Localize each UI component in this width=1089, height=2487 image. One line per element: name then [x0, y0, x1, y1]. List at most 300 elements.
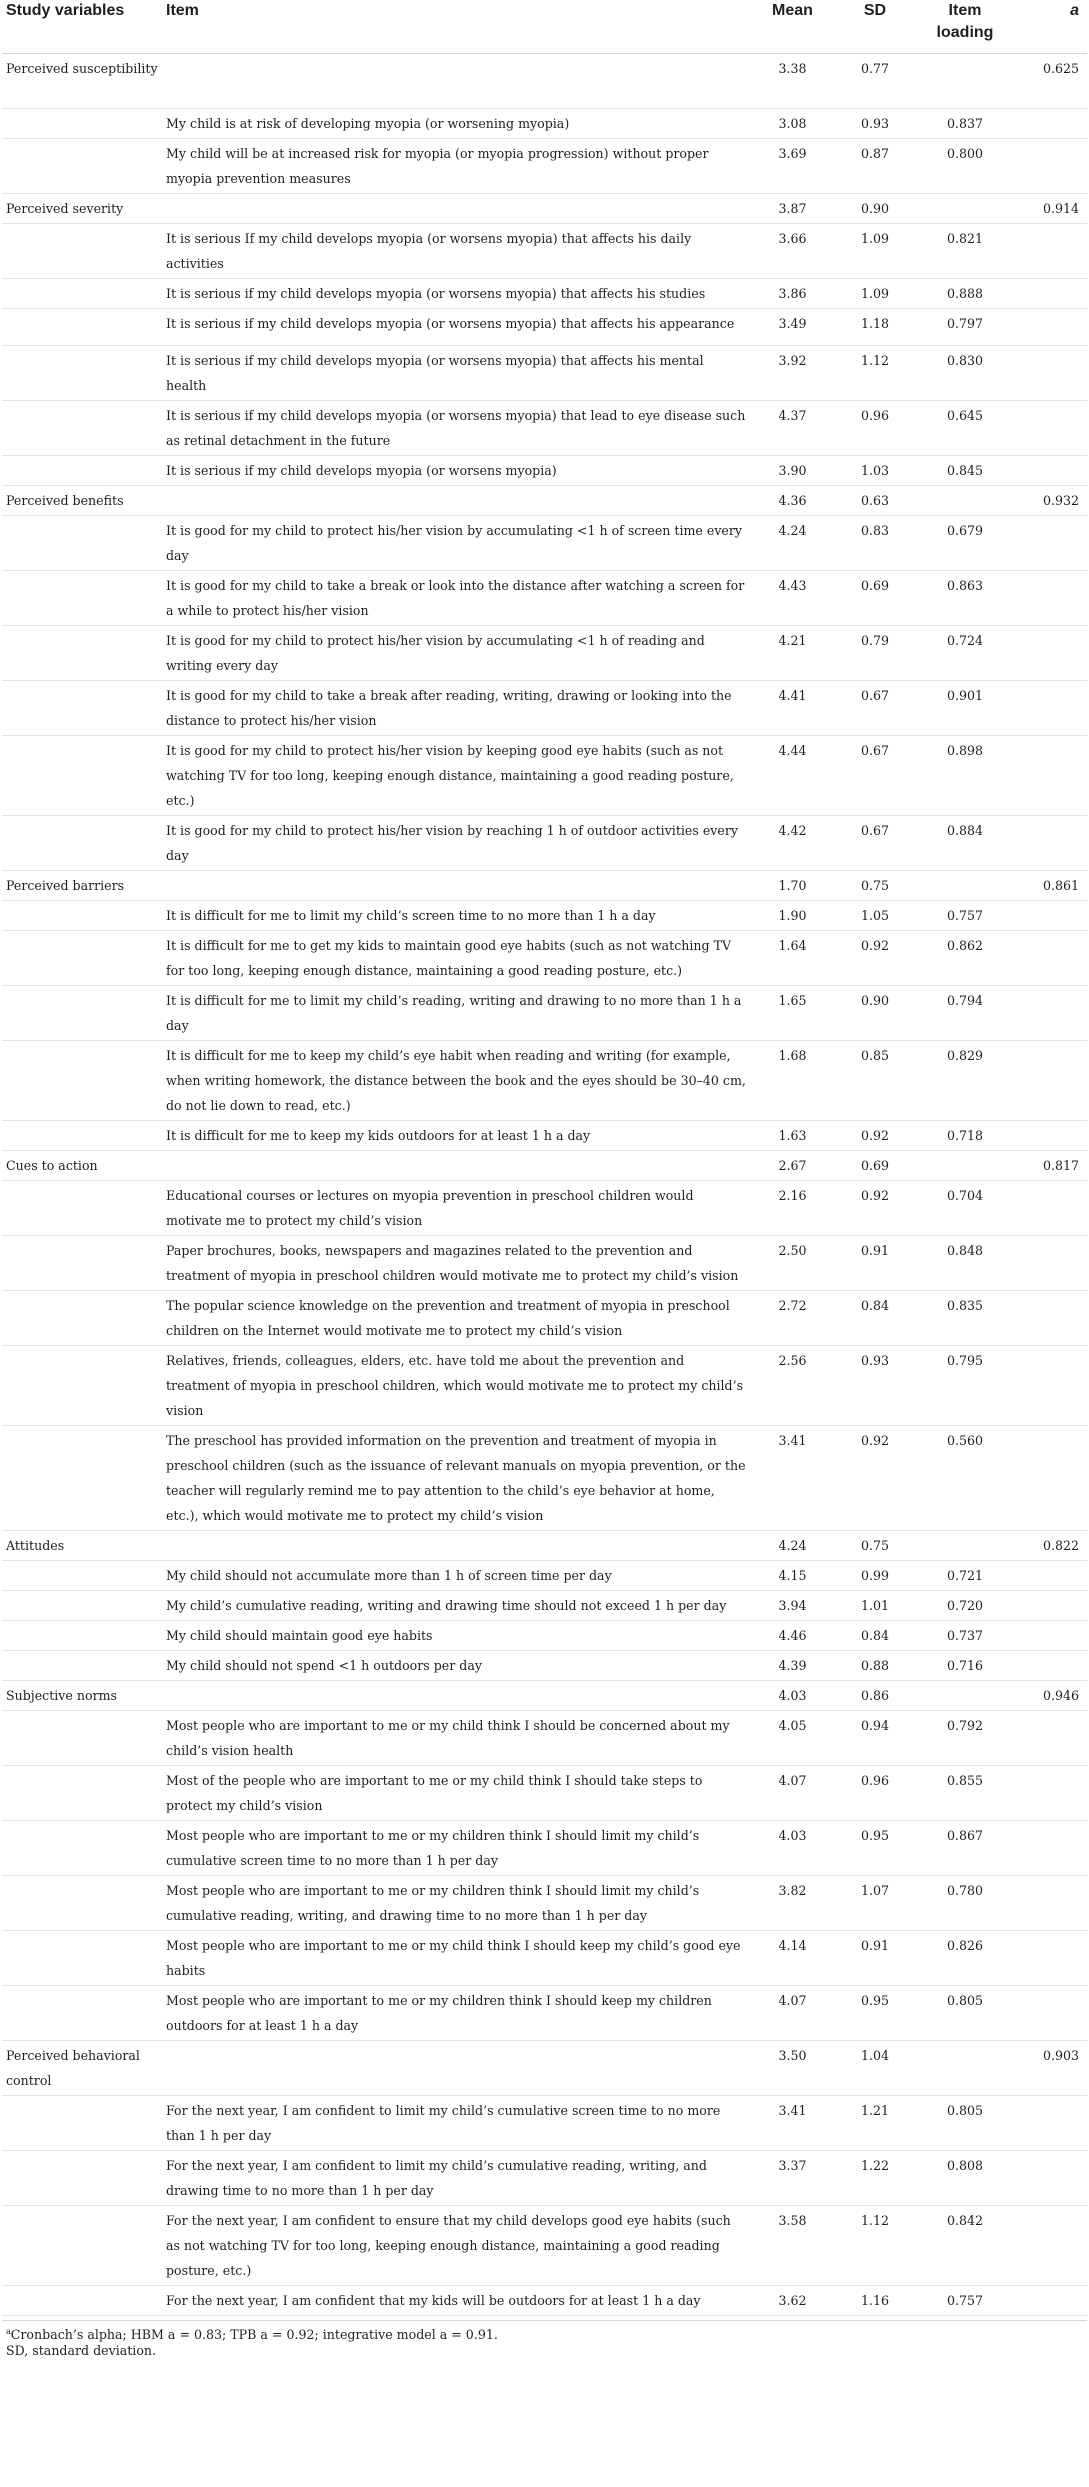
- cell-alpha: [1015, 1591, 1087, 1621]
- cell-item: The popular science knowledge on the prevention and treatment of myopia in preschool children on the Internet would motivate me to protect my child’s vision: [162, 1291, 750, 1346]
- cell-mean: 1.70: [750, 871, 835, 901]
- table-row-variable: [2, 1531, 1087, 1561]
- cell-study-variable: [2, 1041, 162, 1121]
- cell-study-variable: Perceived barriers: [2, 871, 162, 901]
- cell-sd: 0.95: [835, 1986, 915, 2041]
- footnote-alpha-marker: a: [6, 2326, 11, 2336]
- table-body: [2, 54, 1087, 2316]
- cell-alpha: [1015, 2151, 1087, 2206]
- cell-mean: 3.90: [750, 456, 835, 486]
- cell-sd: 0.85: [835, 1041, 915, 1121]
- table-row: [2, 1426, 1087, 1531]
- cell-sd: 0.92: [835, 1181, 915, 1236]
- cell-alpha: [1015, 1651, 1087, 1681]
- table-row-variable: [2, 54, 1087, 109]
- cell-mean: 3.37: [750, 2151, 835, 2206]
- footnote-alpha: [6, 2327, 1083, 2343]
- table-row: [2, 1651, 1087, 1681]
- cell-alpha: [1015, 816, 1087, 871]
- cell-item: It is serious if my child develops myopia (or worsens myopia) that affects his mental health: [162, 346, 750, 401]
- cell-mean: 3.66: [750, 224, 835, 279]
- cell-mean: 1.64: [750, 931, 835, 986]
- cell-item: It is serious if my child develops myopia (or worsens myopia) that affects his appearance: [162, 309, 750, 346]
- cell-sd: 0.67: [835, 681, 915, 736]
- cell-mean: 4.14: [750, 1931, 835, 1986]
- cell-alpha: [1015, 1711, 1087, 1766]
- cell-study-variable: [2, 1986, 162, 2041]
- cell-mean: 3.92: [750, 346, 835, 401]
- cell-study-variable: [2, 931, 162, 986]
- cell-sd: 0.92: [835, 931, 915, 986]
- cell-item: [162, 54, 750, 109]
- cell-mean: 3.58: [750, 2206, 835, 2286]
- cell-alpha: [1015, 986, 1087, 1041]
- cell-item: It is serious if my child develops myopia (or worsens myopia): [162, 456, 750, 486]
- table-row-variable: [2, 486, 1087, 516]
- cell-study-variable: [2, 986, 162, 1041]
- table-row: [2, 1621, 1087, 1651]
- cell-sd: 0.69: [835, 1151, 915, 1181]
- cell-study-variable: [2, 224, 162, 279]
- cell-sd: 0.92: [835, 1121, 915, 1151]
- table-row: [2, 279, 1087, 309]
- cell-study-variable: [2, 109, 162, 139]
- cell-item-loading: [915, 2041, 1015, 2096]
- cell-study-variable: [2, 1181, 162, 1236]
- cell-sd: 1.07: [835, 1876, 915, 1931]
- cell-item: [162, 871, 750, 901]
- cell-alpha: [1015, 901, 1087, 931]
- cell-mean: 3.50: [750, 2041, 835, 2096]
- cell-study-variable: [2, 2151, 162, 2206]
- cell-alpha: [1015, 1291, 1087, 1346]
- cell-item: It is good for my child to take a break after reading, writing, drawing or looking into the distance to protect his/her vision: [162, 681, 750, 736]
- cell-alpha: [1015, 456, 1087, 486]
- cell-mean: 4.39: [750, 1651, 835, 1681]
- cell-item: For the next year, I am confident that my kids will be outdoors for at least 1 h a day: [162, 2286, 750, 2316]
- cell-alpha: [1015, 401, 1087, 456]
- table-row: [2, 681, 1087, 736]
- table-row: [2, 1986, 1087, 2041]
- cell-sd: 0.90: [835, 194, 915, 224]
- cell-alpha: [1015, 1121, 1087, 1151]
- cell-sd: 0.92: [835, 1426, 915, 1531]
- cell-mean: 3.41: [750, 1426, 835, 1531]
- cell-sd: 0.93: [835, 109, 915, 139]
- cell-study-variable: [2, 626, 162, 681]
- cell-item-loading: 0.808: [915, 2151, 1015, 2206]
- cell-item-loading: 0.794: [915, 986, 1015, 1041]
- cell-mean: 3.69: [750, 139, 835, 194]
- cell-item-loading: [915, 1151, 1015, 1181]
- cell-sd: 0.87: [835, 139, 915, 194]
- cell-study-variable: [2, 681, 162, 736]
- cell-study-variable: [2, 1766, 162, 1821]
- cell-item-loading: 0.845: [915, 456, 1015, 486]
- cell-sd: 1.09: [835, 224, 915, 279]
- cell-item-loading: 0.805: [915, 2096, 1015, 2151]
- cell-alpha: 0.817: [1015, 1151, 1087, 1181]
- cell-mean: 4.46: [750, 1621, 835, 1651]
- cell-item-loading: 0.757: [915, 901, 1015, 931]
- cell-sd: 0.69: [835, 571, 915, 626]
- cell-mean: 3.94: [750, 1591, 835, 1621]
- cell-alpha: [1015, 1426, 1087, 1531]
- cell-item-loading: 0.780: [915, 1876, 1015, 1931]
- cell-sd: 0.96: [835, 401, 915, 456]
- cell-mean: 4.44: [750, 736, 835, 816]
- cell-mean: 3.38: [750, 54, 835, 109]
- cell-study-variable: [2, 1931, 162, 1986]
- cell-sd: 0.77: [835, 54, 915, 109]
- table-row: [2, 931, 1087, 986]
- cell-alpha: [1015, 626, 1087, 681]
- cell-item-loading: [915, 486, 1015, 516]
- cell-mean: 3.08: [750, 109, 835, 139]
- table-row: [2, 901, 1087, 931]
- table-row: [2, 1591, 1087, 1621]
- cell-item-loading: 0.826: [915, 1931, 1015, 1986]
- cell-sd: 0.88: [835, 1651, 915, 1681]
- table-row: [2, 1931, 1087, 1986]
- cell-study-variable: Perceived behavioral control: [2, 2041, 162, 2096]
- cell-alpha: [1015, 571, 1087, 626]
- cell-mean: 3.49: [750, 309, 835, 346]
- header-study-variables: Study variables: [2, 0, 162, 54]
- cell-study-variable: [2, 1426, 162, 1531]
- cell-sd: 1.22: [835, 2151, 915, 2206]
- cell-alpha: [1015, 1346, 1087, 1426]
- table-row-variable: [2, 1681, 1087, 1711]
- cell-item-loading: 0.867: [915, 1821, 1015, 1876]
- table-row: [2, 571, 1087, 626]
- cell-item-loading: 0.829: [915, 1041, 1015, 1121]
- table-row: [2, 1291, 1087, 1346]
- table-row: [2, 2206, 1087, 2286]
- cell-mean: 2.56: [750, 1346, 835, 1426]
- cell-alpha: 0.861: [1015, 871, 1087, 901]
- table-row: [2, 1766, 1087, 1821]
- cell-alpha: [1015, 1876, 1087, 1931]
- cell-item-loading: [915, 1531, 1015, 1561]
- cell-study-variable: [2, 2206, 162, 2286]
- cell-item: Relatives, friends, colleagues, elders, etc. have told me about the prevention and treatment of myopia in preschool children, which would motivate me to protect my child’s vision: [162, 1346, 750, 1426]
- header-sd: SD: [835, 0, 915, 54]
- header-mean: Mean: [750, 0, 835, 54]
- cell-item: It is serious if my child develops myopia (or worsens myopia) that lead to eye disease such as retinal detachment in the future: [162, 401, 750, 456]
- cell-study-variable: Perceived severity: [2, 194, 162, 224]
- cell-study-variable: [2, 279, 162, 309]
- cell-item-loading: 0.898: [915, 736, 1015, 816]
- cell-study-variable: [2, 346, 162, 401]
- cell-mean: 2.16: [750, 1181, 835, 1236]
- cell-study-variable: Perceived benefits: [2, 486, 162, 516]
- cell-sd: 0.75: [835, 1531, 915, 1561]
- cell-item-loading: 0.821: [915, 224, 1015, 279]
- table-row-variable: [2, 871, 1087, 901]
- cell-item-loading: 0.842: [915, 2206, 1015, 2286]
- cell-sd: 1.05: [835, 901, 915, 931]
- cell-item: It is serious if my child develops myopia (or worsens myopia) that affects his studies: [162, 279, 750, 309]
- table-row: [2, 1821, 1087, 1876]
- cell-alpha: [1015, 1621, 1087, 1651]
- cell-item-loading: 0.848: [915, 1236, 1015, 1291]
- cell-mean: 4.41: [750, 681, 835, 736]
- cell-item: The preschool has provided information on the prevention and treatment of myopia in preschool children (such as the issuance of relevant manuals on myopia prevention, or the teacher will regularly remind me to pay attention to the child’s eye behavior at home, etc.), which would motivate me to protect my child’s vision: [162, 1426, 750, 1531]
- cell-alpha: [1015, 516, 1087, 571]
- cell-item: For the next year, I am confident to limit my child’s cumulative screen time to no more than 1 h per day: [162, 2096, 750, 2151]
- cell-item: My child should not accumulate more than 1 h of screen time per day: [162, 1561, 750, 1591]
- cell-study-variable: [2, 139, 162, 194]
- table-footnotes: [2, 2320, 1087, 2359]
- cell-study-variable: [2, 309, 162, 346]
- cell-alpha: 0.903: [1015, 2041, 1087, 2096]
- cell-item: It is difficult for me to limit my child’s screen time to no more than 1 h a day: [162, 901, 750, 931]
- cell-mean: 4.24: [750, 516, 835, 571]
- cell-item-loading: 0.716: [915, 1651, 1015, 1681]
- cell-mean: 1.68: [750, 1041, 835, 1121]
- table-row: [2, 1041, 1087, 1121]
- footnote-sd: SD, standard deviation.: [6, 2343, 157, 2358]
- cell-item-loading: 0.863: [915, 571, 1015, 626]
- cell-alpha: [1015, 2206, 1087, 2286]
- cell-item-loading: 0.855: [915, 1766, 1015, 1821]
- table-row: [2, 1236, 1087, 1291]
- cell-item: It is good for my child to protect his/her vision by reaching 1 h of outdoor activities every day: [162, 816, 750, 871]
- cell-item: It is good for my child to protect his/her vision by keeping good eye habits (such as not watching TV for too long, keeping enough distance, maintaining a good reading posture, etc.): [162, 736, 750, 816]
- cell-mean: 1.63: [750, 1121, 835, 1151]
- cell-sd: 0.75: [835, 871, 915, 901]
- cell-study-variable: Subjective norms: [2, 1681, 162, 1711]
- cell-alpha: [1015, 681, 1087, 736]
- cell-mean: 4.07: [750, 1766, 835, 1821]
- cell-study-variable: [2, 1121, 162, 1151]
- cell-item: Most of the people who are important to me or my child think I should take steps to protect my child’s vision: [162, 1766, 750, 1821]
- cell-alpha: [1015, 139, 1087, 194]
- cell-mean: 4.03: [750, 1821, 835, 1876]
- table-row: [2, 1876, 1087, 1931]
- cell-study-variable: [2, 1236, 162, 1291]
- cell-alpha: [1015, 109, 1087, 139]
- cell-sd: 0.67: [835, 816, 915, 871]
- cell-item: My child should not spend <1 h outdoors per day: [162, 1651, 750, 1681]
- cell-sd: 0.91: [835, 1931, 915, 1986]
- table-row: [2, 986, 1087, 1041]
- cell-alpha: [1015, 2096, 1087, 2151]
- table-row-variable: [2, 2041, 1087, 2096]
- cell-item-loading: [915, 194, 1015, 224]
- table-row: [2, 516, 1087, 571]
- cell-study-variable: [2, 1346, 162, 1426]
- cell-alpha: 0.914: [1015, 194, 1087, 224]
- cell-study-variable: Attitudes: [2, 1531, 162, 1561]
- cell-item-loading: 0.737: [915, 1621, 1015, 1651]
- cell-item: Educational courses or lectures on myopia prevention in preschool children would motivate me to protect my child’s vision: [162, 1181, 750, 1236]
- cell-sd: 0.86: [835, 1681, 915, 1711]
- cell-sd: 1.18: [835, 309, 915, 346]
- cell-mean: 3.87: [750, 194, 835, 224]
- header-item: Item: [162, 0, 750, 54]
- cell-alpha: [1015, 346, 1087, 401]
- cell-mean: 1.65: [750, 986, 835, 1041]
- cell-item: It is good for my child to protect his/her vision by accumulating <1 h of screen time every day: [162, 516, 750, 571]
- cell-sd: 1.12: [835, 2206, 915, 2286]
- cell-study-variable: [2, 1651, 162, 1681]
- cell-study-variable: [2, 1821, 162, 1876]
- cell-alpha: [1015, 2286, 1087, 2316]
- cell-item: Most people who are important to me or my child think I should keep my child’s good eye habits: [162, 1931, 750, 1986]
- header-alpha: a: [1015, 0, 1087, 54]
- cell-item: It is difficult for me to keep my child’s eye habit when reading and writing (for example, when writing homework, the distance between the book and the eyes should be 30–40 cm, do not lie down to read, etc.): [162, 1041, 750, 1121]
- table-row: [2, 1346, 1087, 1426]
- cell-sd: 0.84: [835, 1291, 915, 1346]
- cell-item: It is difficult for me to keep my kids outdoors for at least 1 h a day: [162, 1121, 750, 1151]
- table-row: [2, 139, 1087, 194]
- cell-sd: 0.99: [835, 1561, 915, 1591]
- cell-alpha: [1015, 1561, 1087, 1591]
- cell-item-loading: [915, 54, 1015, 109]
- cell-sd: 1.21: [835, 2096, 915, 2151]
- footnote-alpha-text: Cronbach’s alpha; HBM a = 0.83; TPB a = 0.92; integrative model a = 0.91.: [10, 2327, 498, 2342]
- cell-item-loading: 0.560: [915, 1426, 1015, 1531]
- table-row: [2, 401, 1087, 456]
- cell-item-loading: [915, 871, 1015, 901]
- cell-item: It is difficult for me to get my kids to maintain good eye habits (such as not watching TV for too long, keeping enough distance, maintaining a good reading posture, etc.): [162, 931, 750, 986]
- cell-sd: 1.03: [835, 456, 915, 486]
- cell-item: [162, 2041, 750, 2096]
- cell-item-loading: 0.645: [915, 401, 1015, 456]
- cell-item-loading: 0.830: [915, 346, 1015, 401]
- cell-study-variable: [2, 2096, 162, 2151]
- cell-item-loading: 0.835: [915, 1291, 1015, 1346]
- table-row: [2, 1181, 1087, 1236]
- cell-sd: 0.91: [835, 1236, 915, 1291]
- cell-sd: 0.67: [835, 736, 915, 816]
- table-row: [2, 109, 1087, 139]
- scale-reliability-table: [2, 0, 1087, 2316]
- cell-alpha: 0.625: [1015, 54, 1087, 109]
- cell-sd: 0.90: [835, 986, 915, 1041]
- cell-mean: 3.41: [750, 2096, 835, 2151]
- cell-item-loading: 0.704: [915, 1181, 1015, 1236]
- cell-mean: 2.50: [750, 1236, 835, 1291]
- cell-sd: 0.93: [835, 1346, 915, 1426]
- table-row: [2, 2096, 1087, 2151]
- cell-mean: 2.67: [750, 1151, 835, 1181]
- cell-study-variable: [2, 736, 162, 816]
- cell-item: It is serious If my child develops myopia (or worsens myopia) that affects his daily activities: [162, 224, 750, 279]
- cell-item: [162, 486, 750, 516]
- cell-item-loading: [915, 1681, 1015, 1711]
- cell-item-loading: 0.757: [915, 2286, 1015, 2316]
- cell-study-variable: [2, 901, 162, 931]
- cell-mean: 3.62: [750, 2286, 835, 2316]
- cell-study-variable: [2, 516, 162, 571]
- table-row: [2, 1711, 1087, 1766]
- cell-sd: 0.95: [835, 1821, 915, 1876]
- cell-item-loading: 0.837: [915, 109, 1015, 139]
- cell-sd: 0.84: [835, 1621, 915, 1651]
- cell-alpha: [1015, 1181, 1087, 1236]
- cell-mean: 4.37: [750, 401, 835, 456]
- cell-sd: 0.96: [835, 1766, 915, 1821]
- cell-mean: 3.86: [750, 279, 835, 309]
- cell-sd: 1.01: [835, 1591, 915, 1621]
- table-row: [2, 2286, 1087, 2316]
- cell-item: My child will be at increased risk for myopia (or myopia progression) without proper myopia prevention measures: [162, 139, 750, 194]
- cell-item-loading: 0.720: [915, 1591, 1015, 1621]
- cell-item: Most people who are important to me or my children think I should keep my children outdoors for at least 1 h a day: [162, 1986, 750, 2041]
- cell-alpha: 0.946: [1015, 1681, 1087, 1711]
- cell-study-variable: [2, 1621, 162, 1651]
- cell-mean: 2.72: [750, 1291, 835, 1346]
- cell-item-loading: 0.718: [915, 1121, 1015, 1151]
- cell-alpha: 0.822: [1015, 1531, 1087, 1561]
- cell-sd: 1.12: [835, 346, 915, 401]
- cell-item: Most people who are important to me or my children think I should limit my child’s cumulative screen time to no more than 1 h per day: [162, 1821, 750, 1876]
- cell-alpha: [1015, 309, 1087, 346]
- cell-mean: 1.90: [750, 901, 835, 931]
- cell-item-loading: 0.884: [915, 816, 1015, 871]
- cell-item-loading: 0.795: [915, 1346, 1015, 1426]
- cell-mean: 4.42: [750, 816, 835, 871]
- cell-sd: 0.79: [835, 626, 915, 681]
- cell-mean: 4.43: [750, 571, 835, 626]
- cell-alpha: [1015, 1931, 1087, 1986]
- table-header-row: [2, 0, 1087, 54]
- cell-item-loading: 0.888: [915, 279, 1015, 309]
- cell-alpha: [1015, 736, 1087, 816]
- cell-item: [162, 194, 750, 224]
- table-row: [2, 816, 1087, 871]
- cell-mean: 4.07: [750, 1986, 835, 2041]
- table-row: [2, 456, 1087, 486]
- cell-sd: 0.63: [835, 486, 915, 516]
- cell-item: [162, 1531, 750, 1561]
- cell-alpha: [1015, 1821, 1087, 1876]
- cell-mean: 4.03: [750, 1681, 835, 1711]
- cell-item-loading: 0.792: [915, 1711, 1015, 1766]
- cell-mean: 4.36: [750, 486, 835, 516]
- cell-item: It is good for my child to protect his/her vision by accumulating <1 h of reading and writing every day: [162, 626, 750, 681]
- cell-item: [162, 1681, 750, 1711]
- table-row: [2, 626, 1087, 681]
- cell-study-variable: [2, 401, 162, 456]
- cell-item: My child should maintain good eye habits: [162, 1621, 750, 1651]
- cell-study-variable: [2, 1291, 162, 1346]
- cell-study-variable: [2, 456, 162, 486]
- cell-study-variable: Cues to action: [2, 1151, 162, 1181]
- cell-alpha: [1015, 1041, 1087, 1121]
- cell-item-loading: 0.862: [915, 931, 1015, 986]
- table-row: [2, 736, 1087, 816]
- table-row: [2, 346, 1087, 401]
- table-row: [2, 1561, 1087, 1591]
- cell-study-variable: [2, 571, 162, 626]
- cell-item-loading: 0.797: [915, 309, 1015, 346]
- cell-mean: 3.82: [750, 1876, 835, 1931]
- cell-item: Paper brochures, books, newspapers and magazines related to the prevention and treatment of myopia in preschool children would motivate me to protect my child’s vision: [162, 1236, 750, 1291]
- cell-alpha: [1015, 224, 1087, 279]
- cell-alpha: [1015, 931, 1087, 986]
- cell-alpha: [1015, 279, 1087, 309]
- cell-item: It is difficult for me to limit my child’s reading, writing and drawing to no more than 1 h a day: [162, 986, 750, 1041]
- cell-study-variable: Perceived susceptibility: [2, 54, 162, 109]
- cell-alpha: [1015, 1236, 1087, 1291]
- table-row: [2, 309, 1087, 346]
- cell-item-loading: 0.805: [915, 1986, 1015, 2041]
- cell-sd: 0.83: [835, 516, 915, 571]
